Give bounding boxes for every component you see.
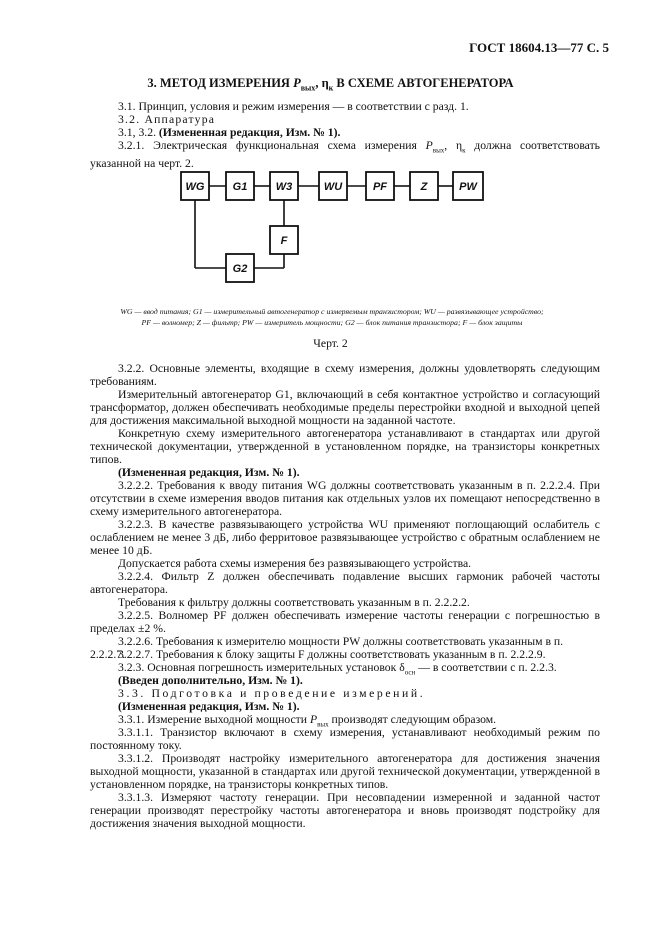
para-3-2-2-2: 3.2.2.2. Требования к вводу питания WG должны соответствовать указанным в п. 2.2.2.4. При отсутствии в схеме измерения вводов питания как отдельных узлов их помещают непосредственно в схему измерительного автогенератора. (90, 479, 600, 518)
para-3-2-2-conc: Конкретную схему измерительного автогенератора устанавливают в стандартах или другой технической документации, утвержденной в установленном порядке, на транзисторы конкретных типов. (90, 427, 600, 466)
para-3-2-2-4-b: Требования к фильтру должны соответствовать указанным в п. 2.2.2.2. (118, 596, 470, 609)
para-3-3-1-p: P (309, 713, 318, 726)
page-header: ГОСТ 18604.13—77 С. 5 (469, 40, 609, 55)
para-3-3-1-3: 3.3.1.3. Измеряют частоту генерации. При несовпадении измеренной и заданной частот генерации производят перестройку частоты автогенератора и вновь производят подстройку для достижения значения выходной мощности. (90, 791, 600, 830)
para-3-1: 3.1. Принцип, условия и режим измерения — в соответствии с разд. 1. (118, 100, 469, 113)
para-3-2: 3.2. Аппаратура (118, 113, 216, 126)
amendment-1: (Измененная редакция, Изм. № 1). (118, 466, 300, 479)
para-3-2-2-6: 3.2.2.6. Требования к измерителю мощности PW должны соответствовать указанным в п. 2.2.2.7. (90, 635, 564, 661)
para-3-2-2-4: 3.2.2.4. Фильтр Z должен обеспечивать подавление высших гармоник рабочей частоты автогенератора. (90, 570, 600, 596)
para-3-3-1-2: 3.3.1.2. Производят настройку измерительного автогенератора для достижения значения выходной мощности, указанной в стандартах или другой технической документации, утвержденной в установленном порядке, на транзисторы конкретных типов. (90, 752, 600, 791)
para-3-1-3-2 (90, 126, 600, 139)
para-3-3-1-b: производят следующим образом. (328, 713, 497, 726)
para-3-2-1-p: P (425, 139, 433, 152)
caption-line-2: PF — волномер; Z — фильтр; PW — измеритель мощности; G2 — блок питания транзистора; F — блок защиты (141, 318, 523, 327)
para-3-2-1-b: , η (444, 139, 463, 152)
box-f: F (280, 235, 288, 247)
para-3-3-1-1: 3.3.1.1. Транзистор включают в схему измерения, устанавливают необходимый режим по постоянному току. (90, 726, 600, 752)
introduced-note: (Введен дополнительно, Изм. № 1). (118, 674, 303, 687)
para-3-2-2-3: 3.2.2.3. В качестве развязывающего устройства WU применяют поглощающий ослабитель с ослаблением не менее 3 дБ, либо ферритовое развязывающее устройство с обратным ослаблением не менее 10 дБ. (90, 518, 600, 557)
para-3-2-3-sub: осн (404, 668, 416, 677)
section-title-suffix: В СХЕМЕ АВТОГЕНЕРАТОРА (333, 76, 514, 90)
para-3-3-1-a: 3.3.1. Измерение выходной мощности (118, 713, 310, 726)
para-3-2-3-a: 3.2.3. Основная погрешность измерительных установок δ (118, 661, 405, 674)
para-3-2-2-3-b: Допускается работа схемы измерения без развязывающего устройства. (118, 557, 472, 570)
caption-line-1: WG — ввод питания; G1 — измерительный автогенератор с измеряемым транзистором; WU — развязывающее устройство; (120, 307, 544, 316)
box-g2: G2 (232, 263, 248, 275)
para-3-2-2-5: 3.2.2.5. Волномер PF должен обеспечивать измерение частоты генерации с погрешностью в пределах ±2 %. (90, 609, 600, 635)
box-pw: PW (459, 181, 477, 193)
para-3-2-1-psub: вых (432, 146, 445, 155)
para-3-2-1-a: 3.2.1. Электрическая функциональная схема измерения (118, 139, 426, 152)
section-title-p: P (293, 76, 301, 90)
box-w3: W3 (275, 181, 293, 193)
section-title-mid: , η (315, 76, 329, 90)
figure-caption (82, 306, 582, 328)
para-3-3: 3.3. Подготовка и проведение измерений. (118, 687, 426, 700)
para-3-2-1-c: должна соответствовать указанной на черт. 2. (90, 139, 601, 171)
section-title-prefix: 3. МЕТОД ИЗМЕРЕНИЯ (147, 76, 294, 90)
para-3-2-2: 3.2.2. Основные элементы, входящие в схему измерения, должны удовлетворять следующим требованиям. (90, 362, 600, 388)
box-z: Z (420, 181, 428, 193)
functional-diagram (90, 164, 600, 300)
para-3-1-3-2-num: 3.1, 3.2. (118, 126, 159, 139)
para-3-2-2-g1: Измерительный автогенератор G1, включающий в себя контактное устройство и согласующий трансформатор, должен обеспечивать необходимые пределы перестройки входной и выходной цепей для достижения максимальной выходной мощности на заданной частоте. (90, 388, 600, 427)
para-3-2-1-ksub: к (462, 146, 466, 155)
para-3-2-2-7: 3.2.2.7. Требования к блоку защиты F должны соответствовать указанным в п. 2.2.2.9. (118, 648, 546, 661)
para-3-3-1-sub: вых (317, 720, 329, 729)
amendment-2: (Измененная редакция, Изм. № 1). (118, 700, 300, 713)
section-title (0, 76, 661, 93)
box-wu: WU (323, 181, 343, 193)
box-g1: G1 (232, 181, 248, 193)
section-title-p-sub: вых (300, 83, 316, 93)
section-title-eta-sub: к (328, 83, 334, 93)
figure-label: Черт. 2 (313, 337, 348, 350)
box-pf: PF (372, 181, 388, 193)
amendment-note: (Измененная редакция, Изм. № 1). (158, 126, 341, 139)
box-wg: WG (185, 181, 205, 193)
para-3-2-3-b: — в соответствии с п. 2.2.3. (415, 661, 557, 674)
